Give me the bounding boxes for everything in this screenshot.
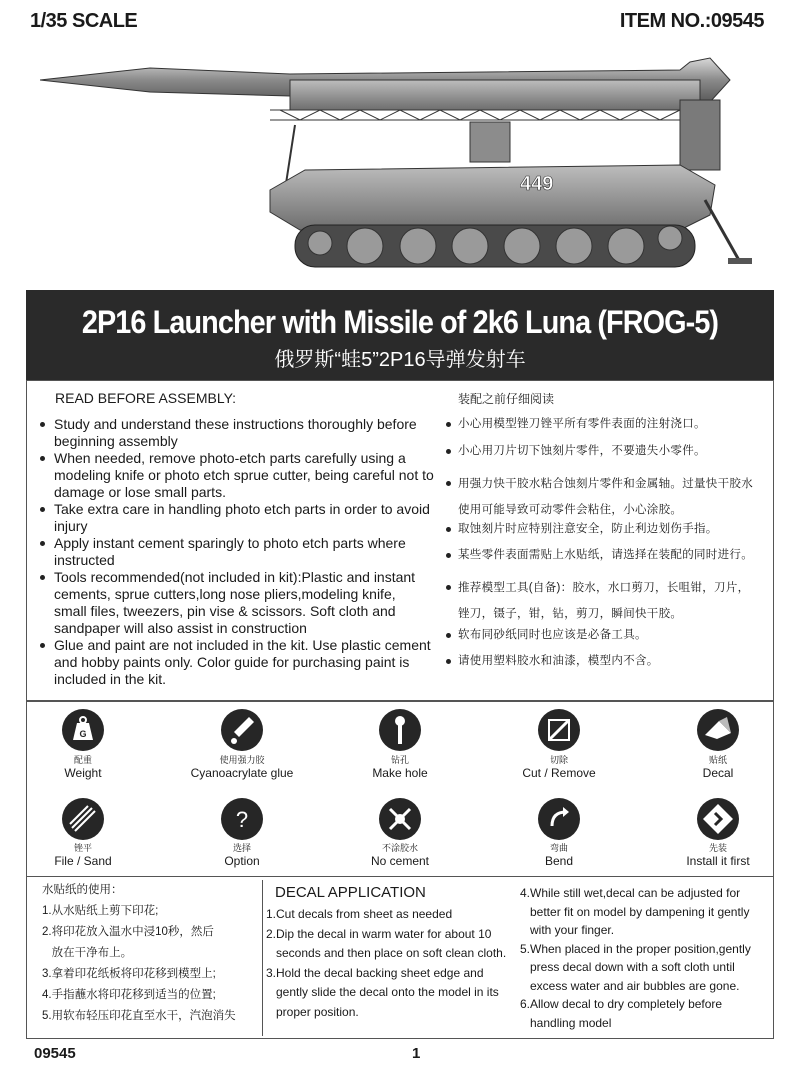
- svg-text:?: ?: [235, 807, 249, 832]
- launcher-illustration: [40, 40, 760, 280]
- item-number: ITEM NO.:09545: [619, 10, 764, 32]
- symbol-bend: 弯曲 Bend: [544, 843, 574, 868]
- decal-divider: [262, 880, 263, 1036]
- instruction-item-cn: 请使用塑料胶水和油漆，模型内不含。: [458, 655, 659, 668]
- title-en: 2P16 Launcher with Missile of 2k6 Luna (FROG-5): [81, 304, 719, 340]
- instruction-item-cn: 小心用刀片切下蚀刻片零件，不要遗失小零件。: [458, 445, 706, 458]
- instruction-item: Tools recommended(not included in kit):Plastic and instant cements, sprue cutters,long nose pliers,modeling knife, small files, tweezers, pin vise & scissors. Soft cloth and sandpaper will also assist in construction: [54, 569, 444, 637]
- symbol-no-cement: 不涂胶水 No cement: [370, 843, 430, 868]
- bend-icon: [538, 798, 580, 840]
- read-before-heading: READ BEFORE ASSEMBLY:: [55, 390, 237, 406]
- no-cement-icon: [379, 798, 421, 840]
- instruction-item: When needed, remove photo-etch parts carefully using a modeling knife or photo etch sprue cutter, being careful not to damage or lose small parts.: [54, 450, 444, 501]
- instruction-item-cn: 推荐模型工具(自备)：胶水，水口剪刀，长咀钳，刀片， 锉刀，镊子，钳，钻，剪刀，瞬间快干胶。: [458, 575, 749, 627]
- symbol-cut: 切除 Cut / Remove: [522, 755, 596, 780]
- hull-number: 449: [520, 173, 554, 195]
- instruction-item-cn: 小心用模型锉刀锉平所有零件表面的注射浇口。: [458, 418, 706, 431]
- read-before-heading-cn: 装配之前仔细阅读: [458, 392, 555, 406]
- scale-label: 1/35 SCALE: [30, 10, 138, 32]
- symbol-drill: 钻孔 Make hole: [372, 755, 428, 780]
- drill-icon: [379, 709, 421, 751]
- instruction-item-cn: 某些零件表面需贴上水贴纸，请选择在装配的同时进行。: [458, 549, 753, 562]
- title-cn: 俄罗斯“蛙5”2P16导弹发射车: [274, 349, 526, 371]
- instruction-item: Apply instant cement sparingly to photo etch parts where instructed: [54, 535, 444, 569]
- decal-en-column-2: 4.While still wet,decal can be adjusted for better fit on model by dampening it gently with your finger. 5.When placed in the proper position,gently press decal down with a soft cloth until excess water and air bubbles are gone. 6.Allow decal to dry completely before handling model: [520, 886, 751, 1030]
- instruction-item-cn: 用强力快干胶水粘合蚀刻片零件和金属轴。过量快干胶水 使用可能导致可动零件会粘住，小心涂胶。: [458, 471, 753, 523]
- footer-item-number: 09545: [34, 1045, 76, 1062]
- option-icon: [221, 798, 263, 840]
- glue-icon: [221, 709, 263, 751]
- svg-text:G: G: [79, 729, 87, 739]
- symbol-install-first: 先装 Install it first: [686, 843, 750, 868]
- page-number: 1: [412, 1045, 421, 1062]
- decal-heading: DECAL APPLICATION: [275, 884, 426, 901]
- symbol-weight: 配重 Weight: [64, 755, 102, 780]
- symbol-decal: 贴纸 Decal: [702, 755, 734, 780]
- instruction-item: Take extra care in handling photo etch parts in order to avoid injury: [54, 501, 444, 535]
- instruction-item: Study and understand these instructions thoroughly before beginning assembly: [54, 416, 444, 450]
- instruction-item: Glue and paint are not included in the kit. Use plastic cement and hobby paints only. Color guide for purchasing paint is included in the kit.: [54, 637, 444, 688]
- instruction-item-cn: 软布同砂纸同时也应该是必备工具。: [458, 629, 647, 642]
- symbol-file: 锉平 File / Sand: [54, 843, 112, 868]
- instruction-item-cn: 取蚀刻片时应特别注意安全，防止利边划伤手指。: [458, 523, 718, 536]
- title-banner: [26, 290, 774, 380]
- install-first-icon: [697, 798, 739, 840]
- decal-en-column-1: 1.Cut decals from sheet as needed 2.Dip the decal in warm water for about 10 seconds and then place on soft clean cloth. 3.Hold the decal backing sheet edge and gently slide the decal onto the model in its proper position.: [266, 907, 507, 1019]
- symbol-glue: 使用强力胶 Cyanoacrylate glue: [190, 755, 294, 780]
- weight-icon: [62, 709, 104, 751]
- symbol-option: 选择 Option: [224, 843, 260, 868]
- file-icon: [62, 798, 104, 840]
- decal-cn-column: 水贴纸的使用： 1.从水贴纸上剪下印花; 2.将印花放入温水中浸10秒，然后 放在干净布上。 3.拿着印花纸板将印花移到模型上; 4.手指蘸水将印花移到适当的位置; 5.用软布轻压印花直至水干，汽泡消失: [42, 884, 236, 1022]
- decal-icon: [697, 709, 739, 751]
- cut-icon: [538, 709, 580, 751]
